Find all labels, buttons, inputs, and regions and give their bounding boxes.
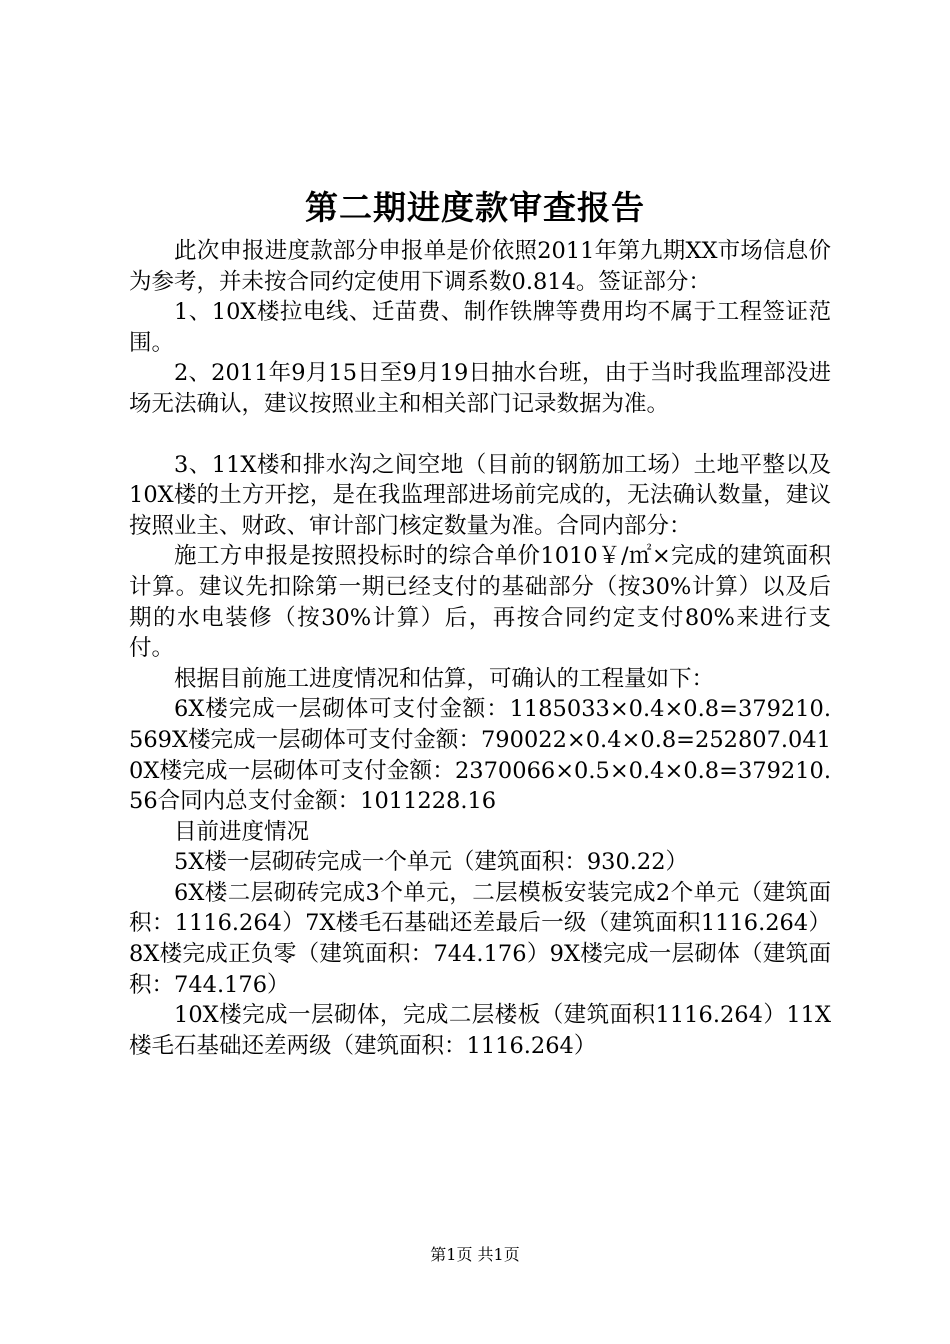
- page-footer: 第1页 共1页: [430, 1245, 520, 1264]
- page-title: 第二期进度款审查报告: [305, 188, 645, 227]
- intro-paragraph: 此次申报进度款部分申报单是价依照2011年第九期XX市场信息价为参考，并未按合同约定使用下调系数0.814。签证部分：: [129, 238, 831, 295]
- progress-10x-11x-paragraph: 10X楼完成一层砌体，完成二层楼板（建筑面积1116.264）11X楼毛石基础还差两级（建筑面积：1116.264）: [129, 1002, 831, 1059]
- estimate-intro-paragraph: 根据目前施工进度情况和估算，可确认的工程量如下：: [174, 665, 715, 692]
- paragraph-gap: [129, 420, 831, 450]
- progress-heading: 目前进度情况: [174, 818, 310, 845]
- report-body: [129, 236, 831, 1061]
- progress-6x-9x-paragraph: 6X楼二层砌砖完成3个单元，二层模板安装完成2个单元（建筑面积：1116.264）7X楼毛石基础还差最后一级（建筑面积1116.264）8X楼完成正负零（建筑面积：744.176）9X楼完成一层砌体（建筑面积：744.176）: [129, 879, 831, 998]
- progress-5x-paragraph: 5X楼一层砌砖完成一个单元（建筑面积：930.22）: [174, 849, 689, 876]
- item-2-paragraph: 2、2011年9月15日至9月19日抽水台班，由于当时我监理部没进场无法确认，建议按照业主和相关部门记录数据为准。: [129, 360, 831, 417]
- item-1-paragraph: 1、10X楼拉电线、迁苗费、制作铁牌等费用均不属于工程签证范围。: [129, 299, 831, 356]
- item-3-paragraph: 3、11X楼和排水沟之间空地（目前的钢筋加工场）土地平整以及10X楼的土方开挖，是在我监理部进场前完成的，无法确认数量，建议按照业主、财政、审计部门核定数量为准。合同内部分：: [129, 451, 831, 539]
- contract-paragraph: 施工方申报是按照投标时的综合单价1010￥/㎡×完成的建筑面积计算。建议先扣除第一期已经支付的基础部分（按30%计算）以及后期的水电装修（按30%计算）后，再按合同约定支付80%来进行支付。: [129, 543, 831, 662]
- payment-amounts-paragraph: 6X楼完成一层砌体可支付金额：1185033×0.4×0.8=379210.569X楼完成一层砌体可支付金额：790022×0.4×0.8=252807.0410X楼完成一层砌体可支付金额：2370066×0.5×0.4×0.8=379210.56合同内总支付金额：1011228.16: [129, 696, 831, 815]
